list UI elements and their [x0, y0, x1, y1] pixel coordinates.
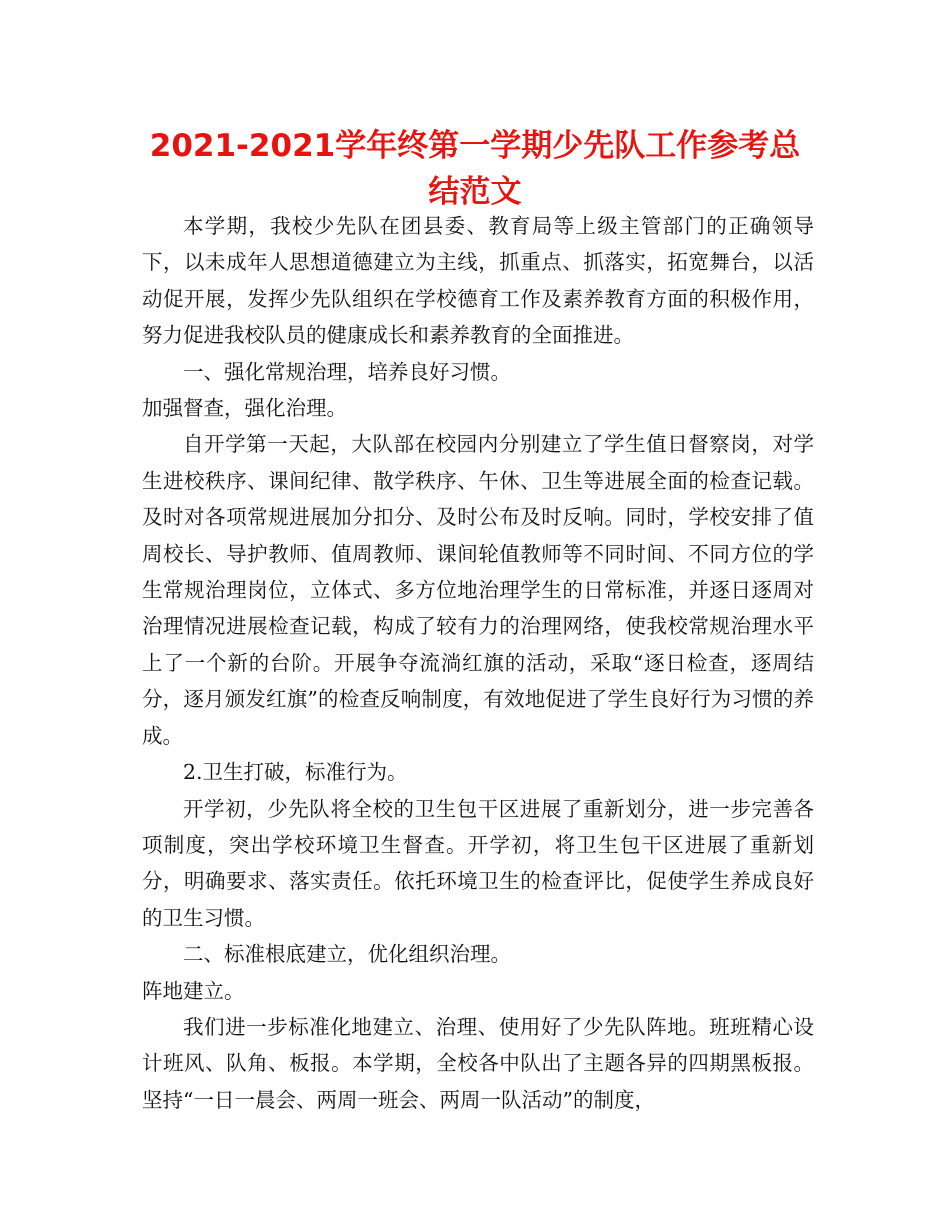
paragraph-hygiene: 开学初，少先队将全校的卫生包干区进展了重新划分，进一步完善各项制度，突出学校环境卫生督查。开学初，将卫生包干区进展了重新划分，明确要求、落实责任。依托环境卫生的检查评比，促使学生养成良好的卫生习惯。: [142, 796, 814, 930]
paragraph-intro: 本学期，我校少先队在团县委、教育局等上级主管部门的正确领导下，以未成年人思想道德建立为主线，抓重点、抓落实，拓宽舞台，以活动促开展，发挥少先队组织在学校德育工作及素养教育方面的积极作用，努力促进我校队员的健康成长和素养教育的全面推进。: [142, 214, 814, 348]
document-body: [142, 208, 814, 1118]
document-title-line1: 2021-2021学年终第一学期少先队工作参考总: [149, 128, 801, 164]
section-heading-1: 一、强化常规治理，培养良好习惯。: [183, 359, 511, 384]
subheading-position: 阵地建立。: [142, 978, 245, 1003]
subheading-supervision: 加强督查，强化治理。: [142, 396, 347, 421]
paragraph-supervision: 自开学第一天起，大队部在校园内分别建立了学生值日督察岗，对学生进校秩序、课间纪律、散学秩序、午休、卫生等进展全面的检查记载。及时对各项常规进展加分扣分、及时公布及时反响。同时，学校安排了值周校长、导护教师、值周教师、课间轮值教师等不同时间、不同方位的学生常规治理岗位，立体式、多方位地治理学生的日常标准，并逐日逐周对治理情况进展检查记载，构成了较有力的治理网络，使我校常规治理水平上了一个新的台阶。开展争夺流淌红旗的活动，采取“逐日检查，逐周结分，逐月颁发红旗”的检查反响制度，有效地促进了学生良好行为习惯的养成。: [142, 432, 814, 748]
section-heading-2: 二、标准根底建立，优化组织治理。: [183, 942, 511, 967]
document-title-line2: 结范文: [428, 174, 522, 210]
paragraph-position: 我们进一步标准化地建立、治理、使用好了少先队阵地。班班精心设计班风、队角、板报。本学期，全校各中队出了主题各异的四期黑板报。坚持“一日一晨会、两周一班会、两周一队活动”的制度，: [142, 1014, 814, 1112]
subheading-hygiene: 2.卫生打破，标准行为。: [183, 760, 408, 785]
